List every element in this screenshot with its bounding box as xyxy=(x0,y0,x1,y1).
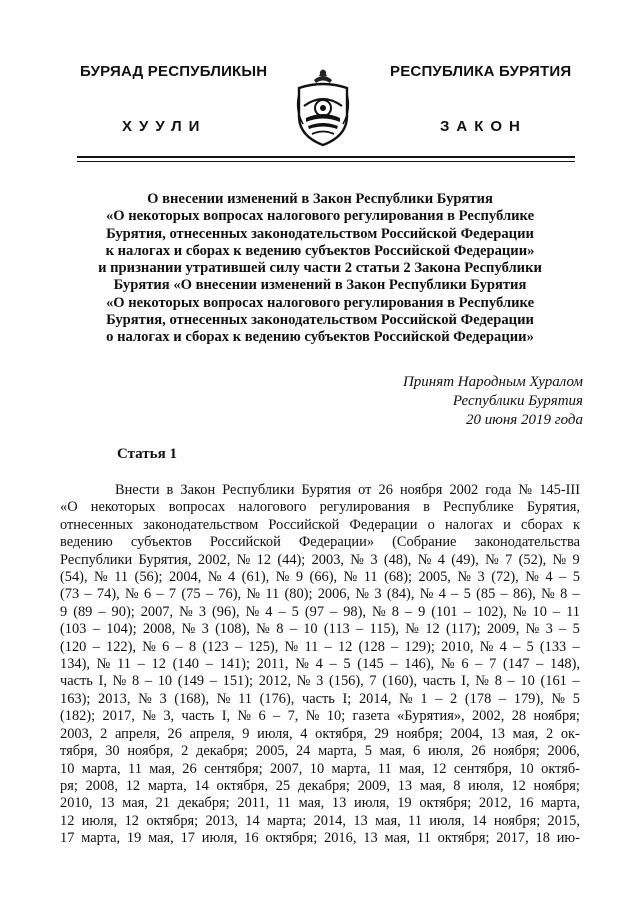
body-line: тября, 30 ноября, 2 декабря; 2005, 24 марта, 5 мая, 6 июля, 26 ноября; 2006, xyxy=(60,743,580,760)
title-line: Бурятия, отнесенных законодательством Российской Федерации xyxy=(106,312,534,329)
body-line: (54), № 11 (56); 2004, № 4 (61), № 9 (66), № 11 (68); 2005, № 3 (72), № 4 – 5 xyxy=(60,569,580,586)
body-line: 17 марта, 19 мая, 17 июля, 16 октября; 2016, 13 мая, 11 октября; 2017, 18 ию- xyxy=(60,830,580,847)
title-line: о налогах и сборах к ведению субъектов Российской Федерации» xyxy=(106,329,534,346)
body-line: 12 июля, 12 октября; 2013, 14 марта; 2014, 13 мая, 11 июля, 14 ноября; 2015, xyxy=(60,812,580,829)
law-title xyxy=(60,191,580,347)
title-line: Бурятия, отнесенных законодательством Российской Федерации xyxy=(106,225,534,242)
adoption-line: Республики Бурятия xyxy=(452,393,583,409)
body-line: отнесенных законодательством Российской Федерации о налогах и сборах к xyxy=(60,516,580,533)
header-left-title: БУРЯАД РЕСПУБЛИКЫН xyxy=(80,63,268,80)
body-line: 134), № 11 – 12 (140 – 141); 2011, № 4 – 5 (145 – 146), № 6 – 7 (147 – 148), xyxy=(60,656,580,673)
header-divider-thin xyxy=(77,161,575,162)
body-line: Республики Бурятия, 2002, № 12 (44); 2003, № 3 (48), № 4 (49), № 7 (52), № 9 xyxy=(60,551,580,568)
title-line: О внесении изменений в Закон Республики Бурятия xyxy=(147,191,493,207)
body-line: (73 – 74), № 6 – 7 (75 – 76), № 11 (80); 2006, № 3 (84), № 4 – 5 (85 – 86), № 8 – xyxy=(60,586,580,603)
coat-of-arms-icon xyxy=(293,66,353,148)
body-line: 2003, 2 апреля, 26 апреля, 9 июля, 4 октября, 29 ноября; 2004, 13 мая, 2 ок- xyxy=(60,725,580,742)
header-divider-thick xyxy=(77,156,575,158)
header-right-subtitle: ЗАКОН xyxy=(440,118,527,135)
article-heading: Статья 1 xyxy=(117,446,177,462)
body-line: 9 (89 – 90); 2007, № 3 (96), № 4 – 5 (97 – 98), № 8 – 9 (101 – 102), № 10 – 11 xyxy=(60,603,580,620)
title-line: «О некоторых вопросах налогового регулирования в Республике xyxy=(105,208,535,225)
body-line: (120 – 122), № 6 – 8 (123 – 125), № 11 – 12 (128 – 129); 2010, № 4 – 5 (133 – xyxy=(60,638,580,655)
body-line: 163); 2013, № 3 (168), № 11 (176), часть I; 2014, № 1 – 2 (178 – 179), № 5 xyxy=(60,690,580,707)
header-right-title: РЕСПУБЛИКА БУРЯТИЯ xyxy=(390,63,572,80)
title-line: «О некоторых вопросах налогового регулирования в Республике xyxy=(105,294,535,311)
article-body xyxy=(60,482,580,848)
body-line: Внести в Закон Республики Бурятия от 26 ноября 2002 года № 145-III xyxy=(115,482,580,498)
body-line: (103 – 104); 2008, № 3 (108), № 8 – 10 (113 – 115), № 12 (117); 2009, № 3 – 5 xyxy=(60,621,580,638)
body-line: ря; 2008, 12 марта, 14 октября, 25 декабря; 2009, 13 мая, 8 июля, 12 ноября; xyxy=(60,777,580,794)
body-line: (182); 2017, № 3, часть I, № 6 – 7, № 10; газета «Бурятия», 2002, 28 ноября; xyxy=(60,708,580,725)
body-line: 10 марта, 11 мая, 26 сентября; 2007, 10 марта, 11 мая, 12 сентября, 10 октяб- xyxy=(60,760,580,777)
body-line: ведению субъектов Российской Федерации» (Собрание законодательства xyxy=(60,534,580,551)
title-line: Бурятия «О внесении изменений в Закон Республики Бурятия xyxy=(113,277,527,294)
body-line: «О некоторых вопросах налогового регулирования в Республике Бурятия, xyxy=(60,499,580,516)
adoption-date: 20 июня 2019 года xyxy=(466,412,583,428)
title-line: к налогах и сборах к ведению субъектов Российской Федерации» xyxy=(105,242,535,259)
body-line: 2010, 13 мая, 21 декабря; 2011, 11 мая, 13 июля, 19 октября; 2012, 16 марта, xyxy=(60,795,580,812)
header-left-subtitle: ХУУЛИ xyxy=(122,118,207,135)
adoption-note xyxy=(403,373,583,430)
body-line: часть I, № 8 – 10 (149 – 151); 2012, № 3 (156), 7 (160), часть I, № 8 – 10 (161 – xyxy=(60,673,580,690)
title-line: и признании утратившей силу части 2 статьи 2 Закона Республики xyxy=(98,260,542,277)
adoption-line: Принят Народным Хуралом xyxy=(402,374,583,390)
